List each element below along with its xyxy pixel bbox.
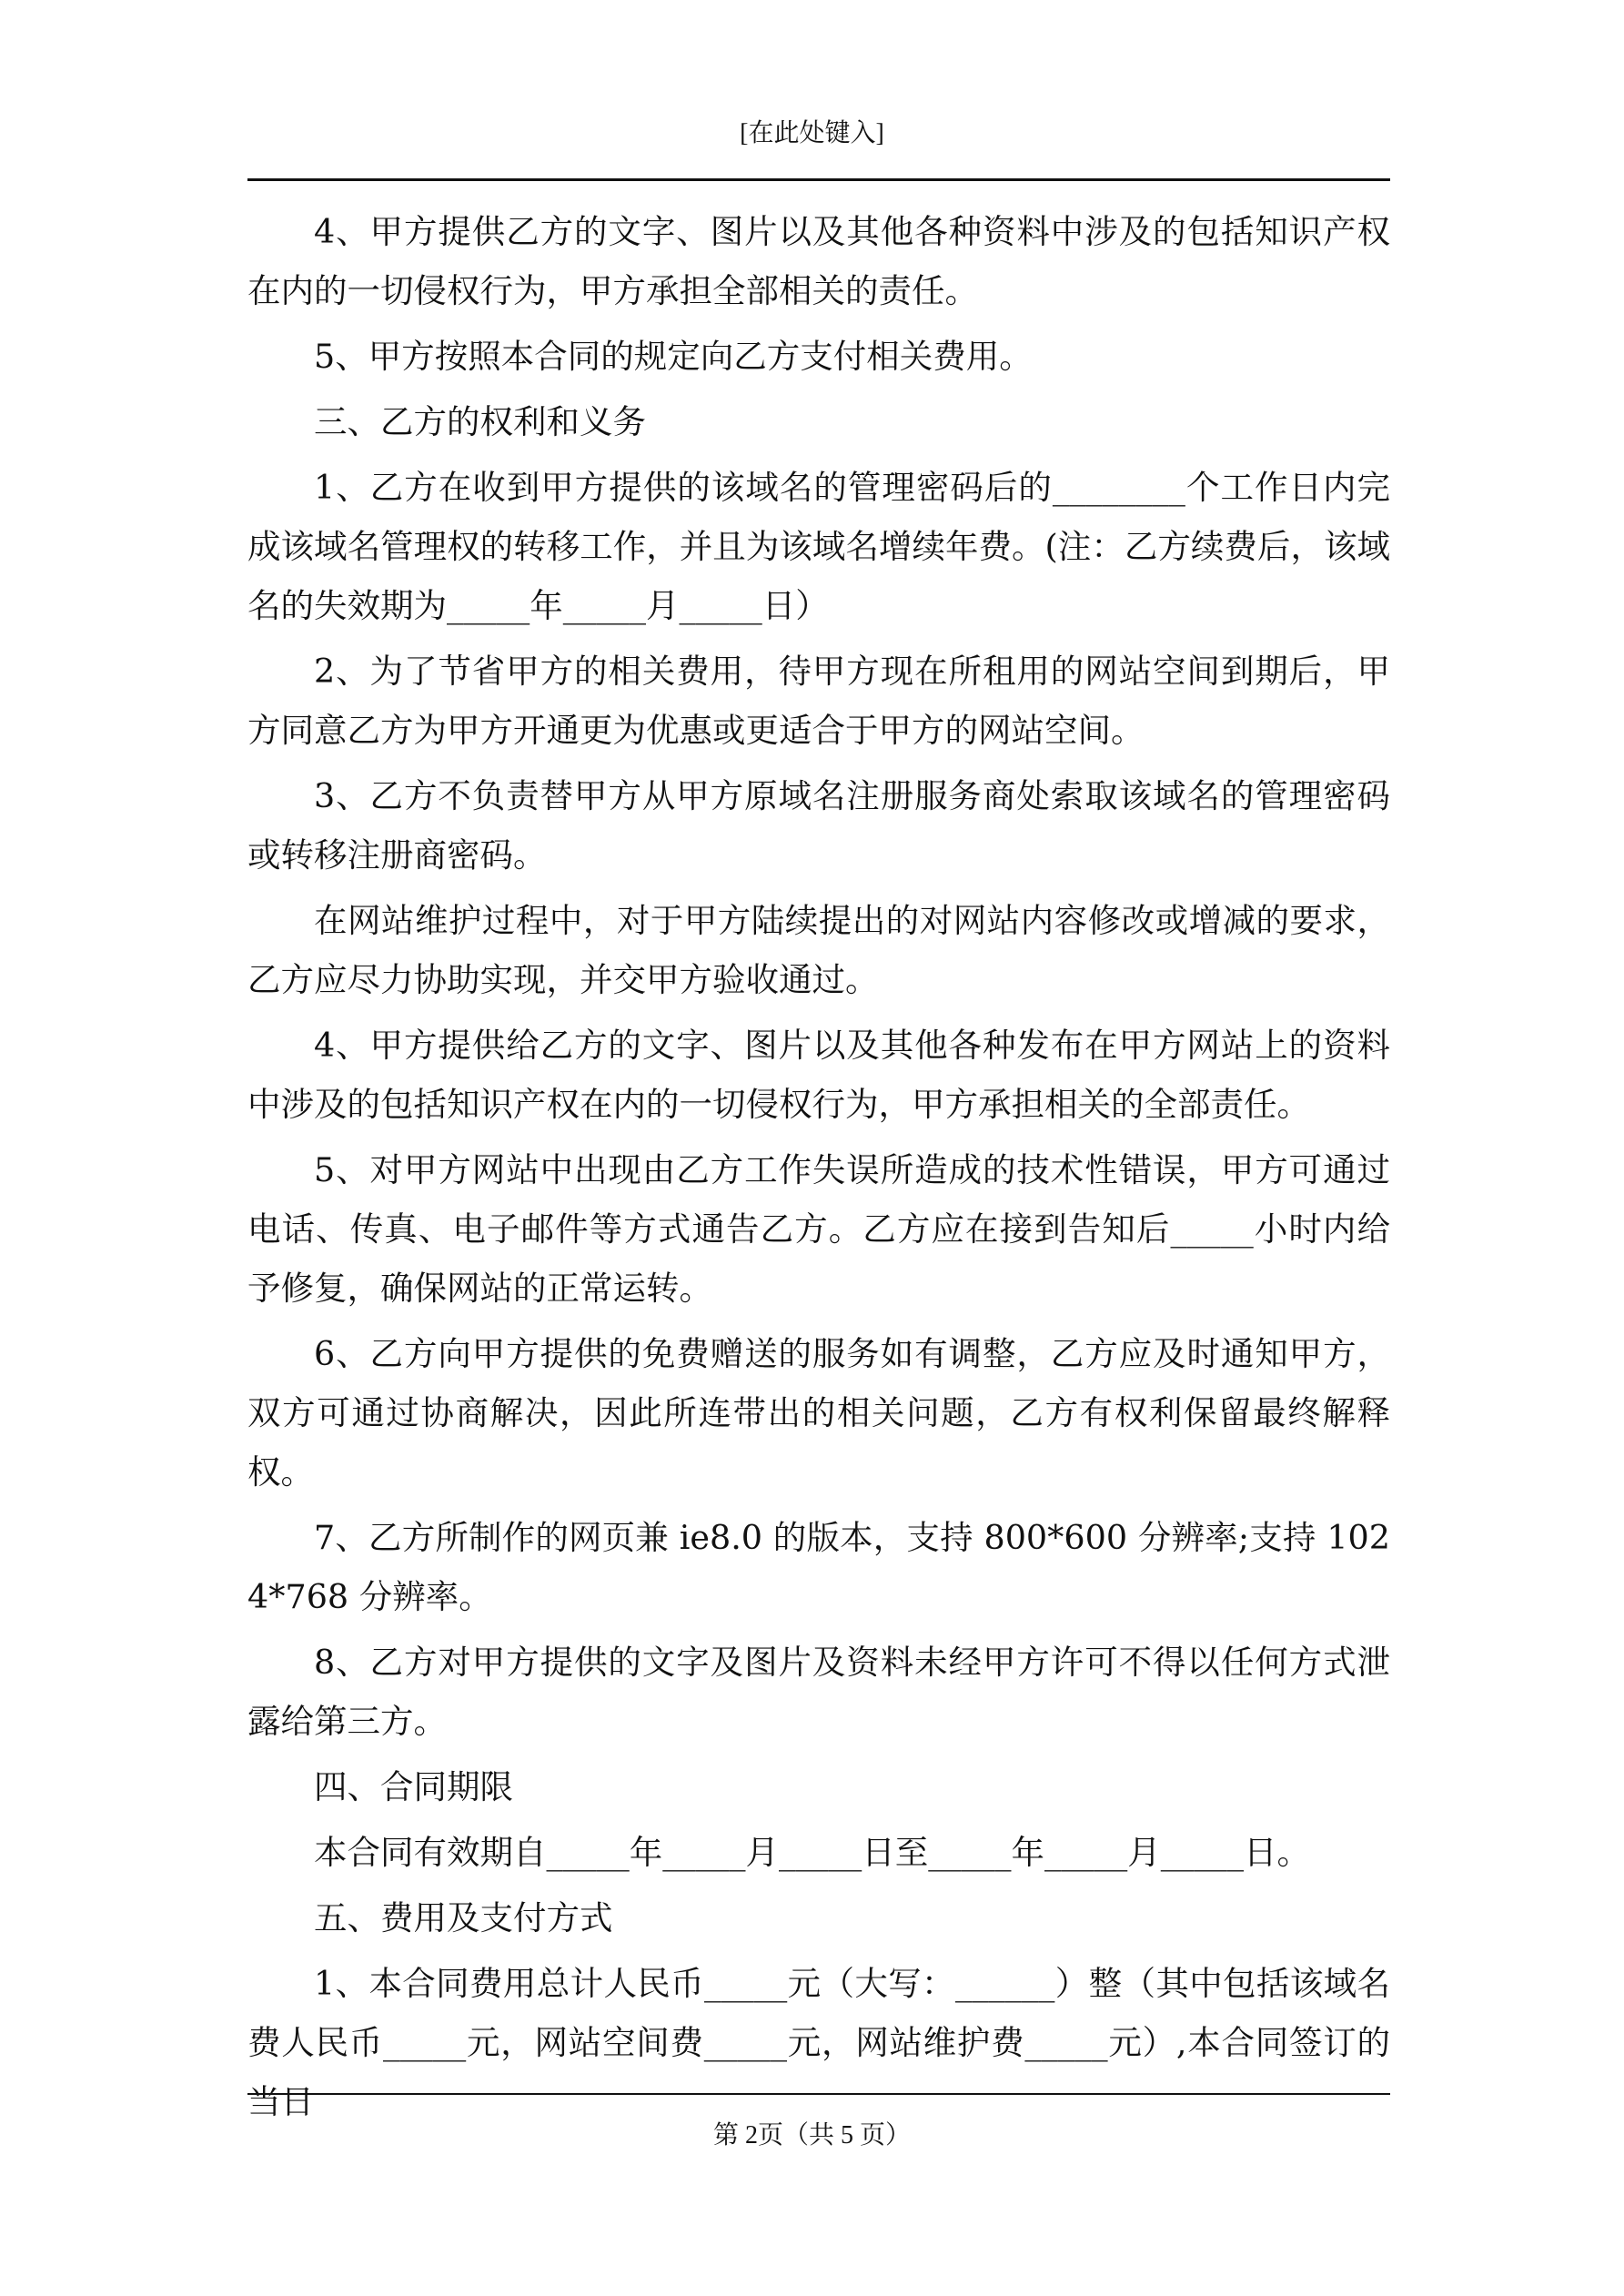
section-heading: 五、费用及支付方式 bbox=[314, 1898, 613, 1937]
page-footer: 第 2页（共 5 页） bbox=[712, 2121, 911, 2149]
paragraph: 本合同有效期自_____年_____月_____日至_____年_____月_____日。 bbox=[314, 1833, 1310, 1872]
paragraph: 5、甲方按照本合同的规定向乙方支付相关费用。 bbox=[314, 337, 1033, 376]
paragraph: 4、甲方提供乙方的文字、图片以及其他各种资料中涉及的包括知识产权在内的一切侵权行为，甲方承担全部相关的责任。 bbox=[247, 212, 1390, 310]
paragraph: 1、本合同费用总计人民币_____元（大写：______）整（其中包括该域名费人民币_____元，网站空间费_____元，网站维护费_____元）,本合同签订的当日 bbox=[247, 1964, 1390, 2121]
paragraph: 2、为了节省甲方的相关费用，待甲方现在所租用的网站空间到期后，甲方同意乙方为甲方开通更为优惠或更适合于甲方的网站空间。 bbox=[247, 652, 1390, 750]
footer-rule bbox=[247, 2093, 1390, 2095]
paragraph: 3、乙方不负责替甲方从甲方原域名注册服务商处索取该域名的管理密码或转移注册商密码。 bbox=[247, 776, 1390, 875]
paragraph: 1、乙方在收到甲方提供的该域名的管理密码后的________个工作日内完成该域名管理权的转移工作，并且为该域名增续年费。(注：乙方续费后，该域名的失效期为_____年_____月_____日） bbox=[247, 468, 1390, 625]
paragraph: 5、对甲方网站中出现由乙方工作失误所造成的技术性错误，甲方可通过电话、传真、电子邮件等方式通告乙方。乙方应在接到告知后_____小时内给予修复，确保网站的正常运转。 bbox=[247, 1150, 1390, 1308]
document-body bbox=[247, 202, 1390, 2138]
paragraph: 7、乙方所制作的网页兼 ie8.0 的版本，支持 800*600 分辨率;支持 1024*768 分辨率。 bbox=[247, 1518, 1390, 1616]
section-heading: 四、合同期限 bbox=[314, 1767, 513, 1806]
paragraph: 在网站维护过程中，对于甲方陆续提出的对网站内容修改或增减的要求，乙方应尽力协助实现，并交甲方验收通过。 bbox=[247, 901, 1390, 999]
section-heading: 三、乙方的权利和义务 bbox=[314, 402, 646, 441]
header-rule bbox=[247, 178, 1390, 181]
page-header: [在此处键入] bbox=[740, 119, 884, 147]
paragraph: 4、甲方提供给乙方的文字、图片以及其他各种发布在甲方网站上的资料中涉及的包括知识产权在内的一切侵权行为，甲方承担相关的全部责任。 bbox=[247, 1026, 1390, 1124]
paragraph: 8、乙方对甲方提供的文字及图片及资料未经甲方许可不得以任何方式泄露给第三方。 bbox=[247, 1643, 1390, 1741]
paragraph: 6、乙方向甲方提供的免费赠送的服务如有调整，乙方应及时通知甲方，双方可通过协商解决，因此所连带出的相关问题，乙方有权利保留最终解释权。 bbox=[247, 1334, 1390, 1492]
